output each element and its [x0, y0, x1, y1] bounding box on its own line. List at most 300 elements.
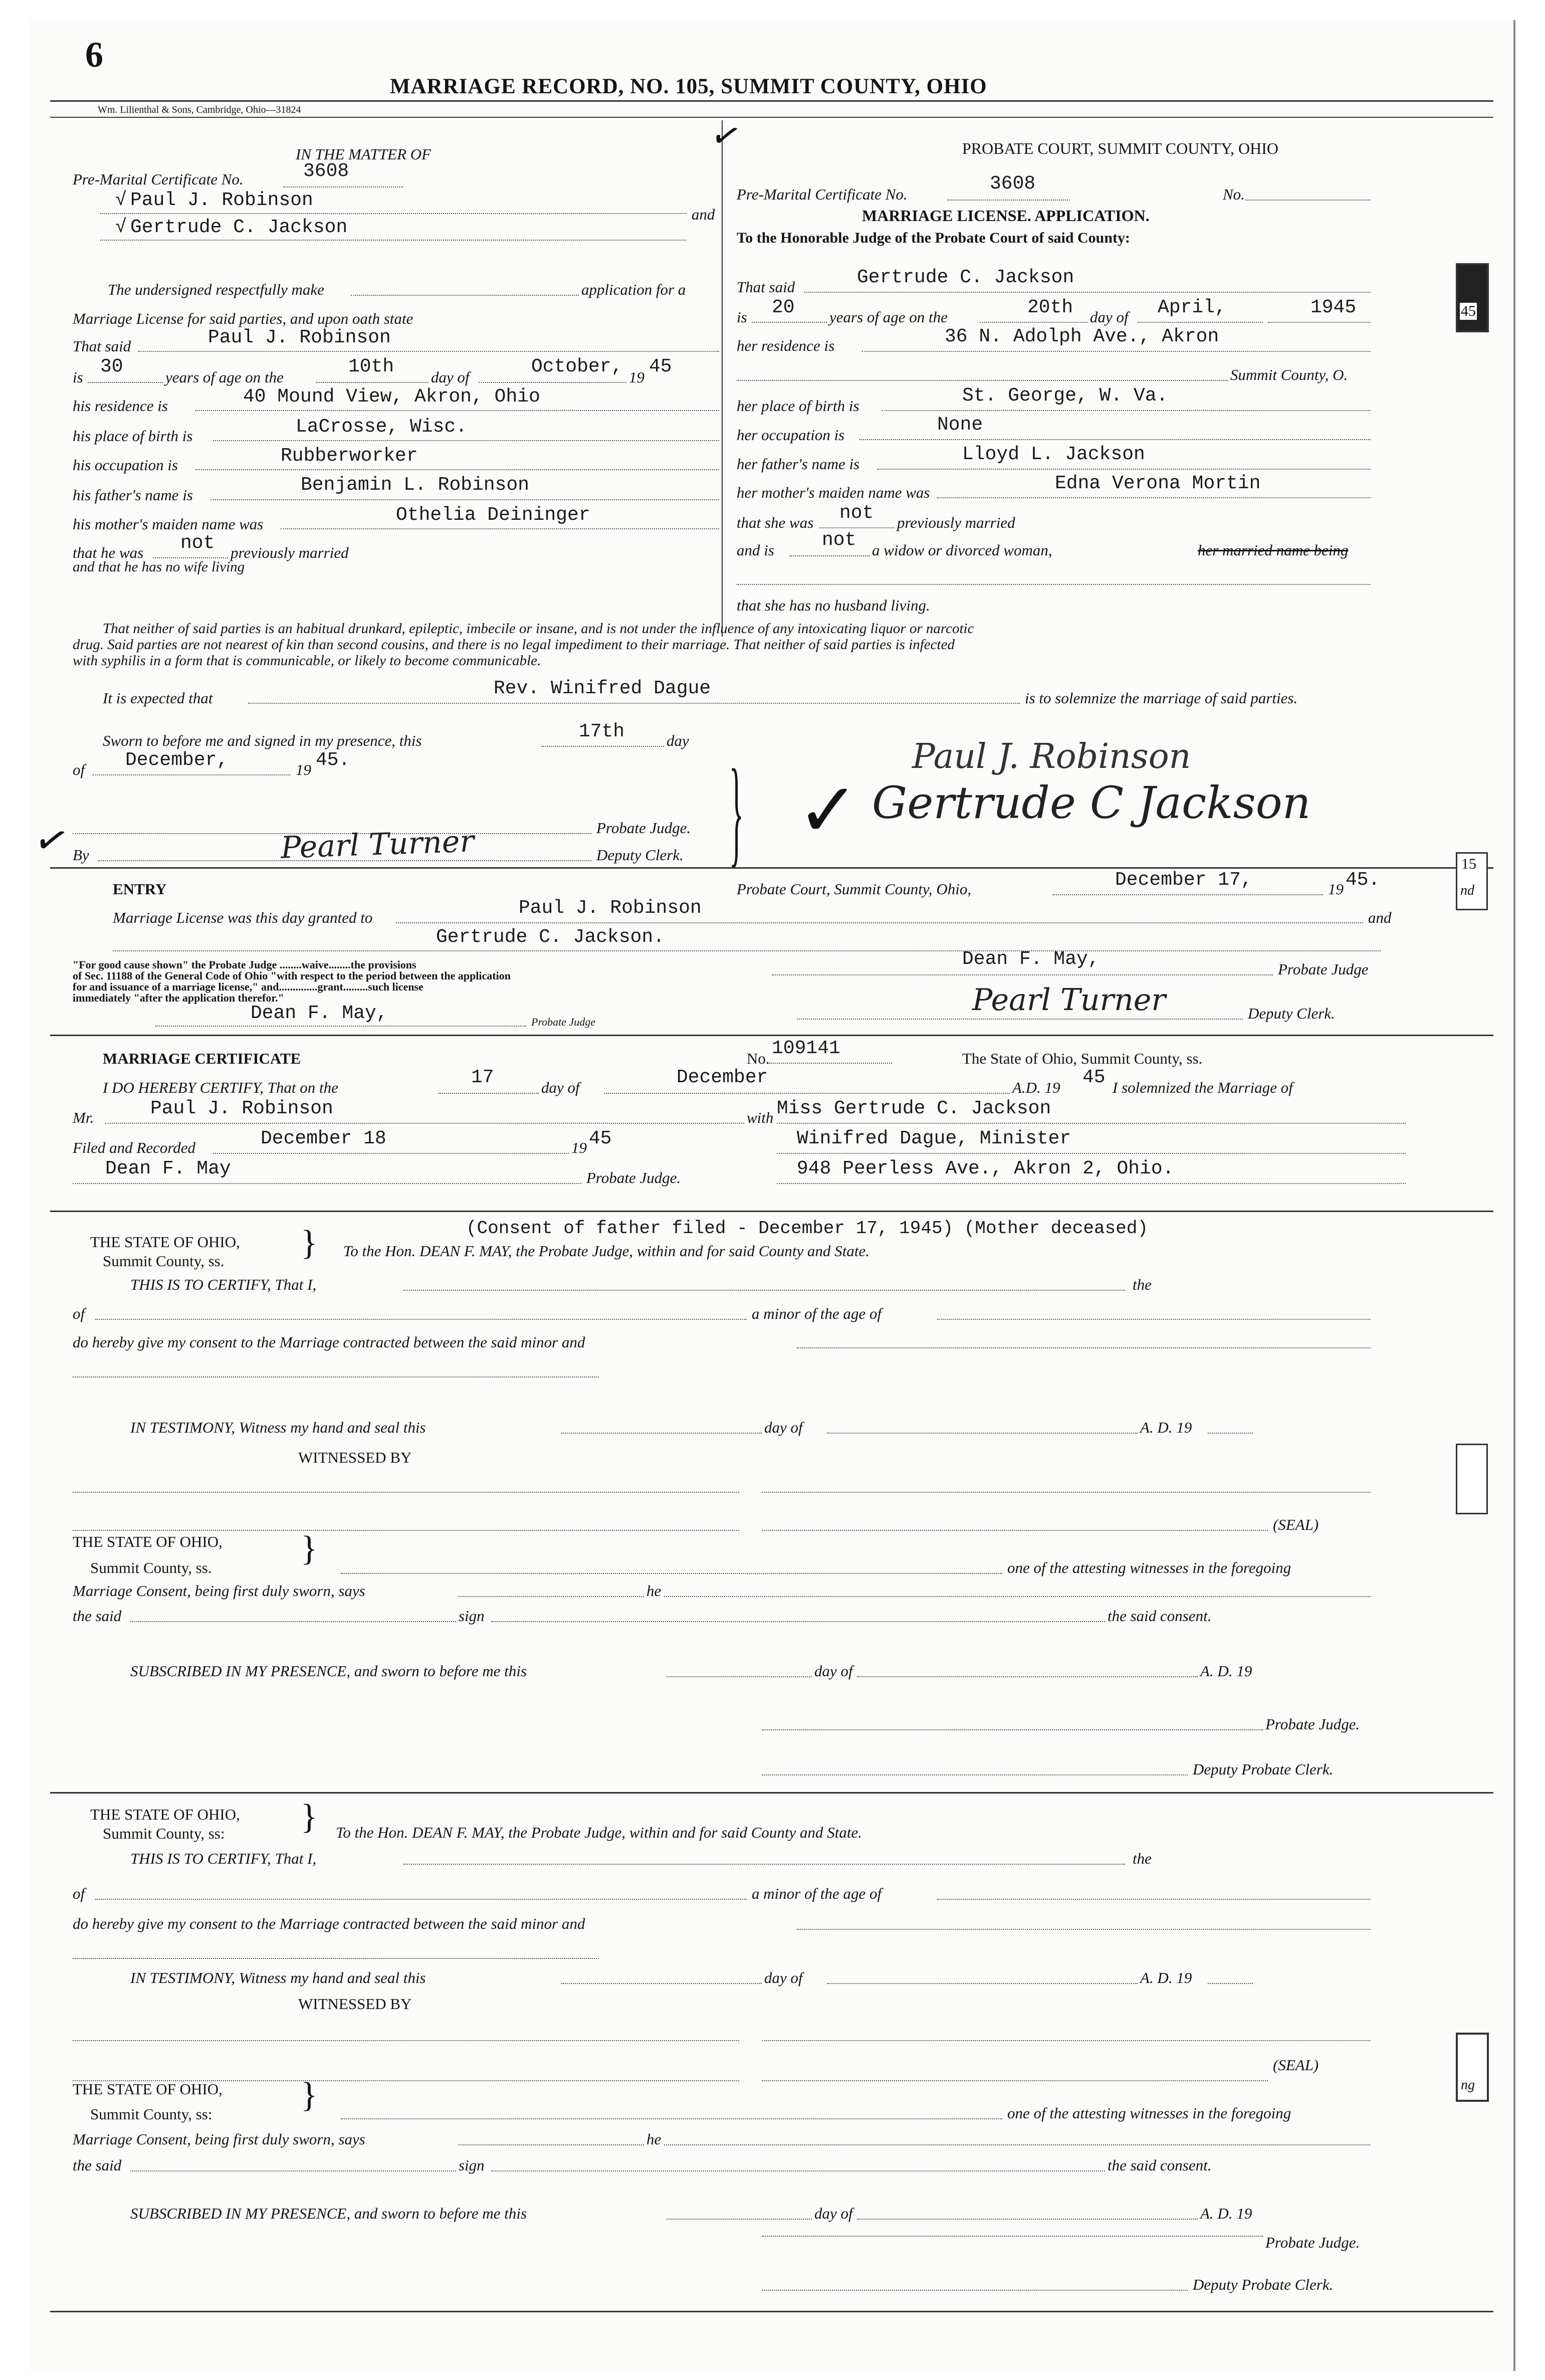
- bride-birthplace-line: [882, 410, 1371, 411]
- consent2-the-said: the said: [73, 2156, 122, 2174]
- certificate-solemnized: I solemnized the Marriage of: [1113, 1079, 1293, 1096]
- consent2-minor: a minor of the age of: [752, 1885, 882, 1902]
- consent1-sign: sign: [459, 1607, 485, 1625]
- consent2-county: Summit County, ss:: [103, 1825, 225, 1842]
- consent2-testimony: IN TESTIMONY, Witness my hand and seal this: [130, 1969, 426, 1987]
- consent1-typed-note: (Consent of father filed - December 17, 1945) (Mother deceased): [466, 1218, 1149, 1239]
- intro-line-1b: application for a: [581, 281, 686, 298]
- consent1-county-2: Summit County, ss.: [90, 1559, 212, 1576]
- groom-that-said: That said: [73, 337, 131, 355]
- certificate-filed-19: 19: [571, 1139, 587, 1156]
- entry-groom: Paul J. Robinson: [519, 897, 702, 919]
- consent2-certify-line: [403, 1864, 1125, 1865]
- clerk-signature-1: Pearl Turner: [280, 824, 475, 866]
- bride-that-said-name: Gertrude C. Jackson: [857, 267, 1074, 288]
- consent2-consent: do hereby give my consent to the Marriage contracted between the said minor and: [73, 1915, 585, 1932]
- certificate-day-of: day of: [541, 1079, 580, 1096]
- section-rule-entry: [50, 867, 1493, 869]
- expected-label: It is expected that: [103, 689, 213, 707]
- check-mark-3: ✓: [797, 767, 860, 854]
- bride-occupation-label: her occupation is: [737, 426, 845, 444]
- consent1-witnessed: WITNESSED BY: [298, 1449, 412, 1466]
- consent1-he: he: [646, 1582, 661, 1600]
- consent1-brace-2: }: [301, 1529, 318, 1568]
- certificate-state-line: The State of Ohio, Summit County, ss.: [962, 1050, 1203, 1067]
- summit-county-o: Summit County, O.: [1230, 366, 1348, 383]
- certificate-filed-label: Filed and Recorded: [73, 1139, 196, 1156]
- probate-judge-label: Probate Judge.: [596, 819, 691, 837]
- consent2-ad-line: [1208, 1983, 1253, 1984]
- groom-residence-line: [195, 410, 719, 411]
- bride-is: is: [737, 308, 747, 326]
- entry-clerk-line: [797, 1019, 1243, 1020]
- groom-occupation-line: [195, 469, 719, 470]
- consent1-witness-line-2: [762, 1492, 1371, 1493]
- groom-age-line: [88, 382, 163, 383]
- bride-occupation-line: [859, 439, 1371, 440]
- certificate-year: 45: [1082, 1067, 1106, 1088]
- matter-of: IN THE MATTER OF: [296, 145, 431, 163]
- bride-not-line: [819, 527, 895, 528]
- groom-mother: Othelia Deininger: [396, 504, 590, 526]
- deputy-clerk-label: Deputy Clerk.: [596, 846, 684, 864]
- consent2-seal: (SEAL): [1273, 2056, 1319, 2074]
- cause-2: of Sec. 11188 of the General Code of Ohio "with respect to the period between the application: [73, 969, 511, 982]
- consent1-sign-line: [491, 1621, 1105, 1622]
- consent2-county-2: Summit County, ss:: [90, 2105, 212, 2123]
- entry-heading: ENTRY: [113, 880, 167, 898]
- right-no-label: No.: [1223, 185, 1245, 203]
- right-premarital-no: 3608: [990, 173, 1036, 194]
- entry-year: 45.: [1346, 869, 1380, 891]
- consent1-witness-line-4: [762, 1530, 1268, 1531]
- and-label: and: [692, 206, 715, 223]
- bride-bday-line: [980, 322, 1087, 323]
- certificate-officiant-line: [777, 1153, 1406, 1154]
- court-header: PROBATE COURT, SUMMIT COUNTY, OHIO: [962, 139, 1279, 157]
- groom-bmonth: October,: [531, 356, 623, 377]
- consent1-certify: THIS IS TO CERTIFY, That I,: [130, 1276, 317, 1293]
- page-number: 6: [85, 35, 103, 75]
- consent2-the-said-consent: the said consent.: [1108, 2156, 1212, 2174]
- certificate-bride-line: [777, 1123, 1406, 1124]
- cause-4: immediately "after the application therefor.": [73, 991, 284, 1004]
- entry-judge-right: Dean F. May,: [962, 948, 1099, 970]
- entry-court-line: Probate Court, Summit County, Ohio,: [737, 880, 972, 898]
- entry-date: December 17,: [1115, 869, 1252, 891]
- entry-granted: Marriage License was this day granted to: [113, 909, 373, 926]
- header-rule-2: [50, 117, 1493, 118]
- sworn-label: Sworn to before me and signed in my presence, this: [103, 732, 422, 749]
- certificate-day-line: [438, 1093, 539, 1094]
- consent1-witness-line-1: [73, 1492, 739, 1493]
- bride-byear-line: [1268, 322, 1371, 323]
- consent2-minor-line: [937, 1899, 1371, 1900]
- sworn-day-line: [541, 746, 664, 747]
- consent2-subscribed-dayof: day of: [814, 2205, 853, 2222]
- groom-that-said-name: Paul J. Robinson: [208, 327, 391, 348]
- and-is-label: and is: [737, 541, 774, 559]
- bride-residence-line-2: [737, 380, 1228, 381]
- groom-that-said-line: [138, 351, 719, 352]
- to-judge: To the Honorable Judge of the Probate Court of said County:: [737, 230, 1131, 246]
- certificate-groom-line: [105, 1123, 744, 1124]
- bride-birthplace: St. George, W. Va.: [962, 385, 1168, 407]
- consent1-the-said-line: [130, 1621, 456, 1622]
- consent1-subscribed: SUBSCRIBED IN MY PRESENCE, and sworn to before me this: [130, 1662, 527, 1680]
- entry-judge-left: Dean F. May,: [251, 1003, 388, 1024]
- consent1-consent-line: [797, 1347, 1371, 1348]
- premarital-no: 3608: [303, 160, 349, 182]
- header-rule: [50, 100, 1493, 102]
- consent2-the: the: [1133, 1850, 1152, 1867]
- consent1-subscribed-dayof-line: [857, 1676, 1198, 1677]
- sworn-year: 45.: [316, 749, 350, 771]
- application-divider: [722, 120, 723, 637]
- consent2-subscribed-dayof-line: [857, 2219, 1198, 2220]
- index-tab-1-label: 45: [1461, 303, 1476, 319]
- certificate-no-label: No.: [747, 1050, 770, 1067]
- bride-day-of: day of: [1090, 308, 1129, 326]
- groom-day-of: day of: [431, 368, 470, 386]
- consent1-witness-line-3: [73, 1530, 739, 1531]
- oath-line-2: drug. Said parties are not nearest of kin than second cousins, and there is no legal impediment to their marriage. That neither of said parties is infected: [73, 637, 955, 653]
- entry-groom-line: [396, 922, 1363, 923]
- groom-father-line: [210, 499, 719, 500]
- consent1-consent: do hereby give my consent to the Marriage contracted between the said minor and: [73, 1333, 585, 1351]
- certificate-filed-line: [213, 1153, 569, 1154]
- entry-and: and: [1368, 909, 1392, 926]
- no-husband: that she has no husband living.: [737, 597, 930, 614]
- bride-previously: previously married: [897, 514, 1015, 531]
- certificate-month-line: [604, 1093, 1010, 1094]
- consent1-to-judge: To the Hon. DEAN F. MAY, the Probate Judge, within and for said County and State.: [343, 1242, 869, 1260]
- expected-tail: is to solemnize the marriage of said parties.: [1025, 689, 1298, 707]
- sworn-month-line: [93, 774, 291, 775]
- section-rule-consent-1: [50, 1211, 1493, 1212]
- consent1-day-of: day of: [764, 1419, 803, 1436]
- widow-text: a widow or divorced woman,: [872, 541, 1052, 559]
- groom-signature: Paul J. Robinson: [912, 737, 1191, 776]
- index-tab-2-label-a: 15: [1461, 856, 1476, 872]
- bride-bday: 20th: [1027, 297, 1073, 318]
- consent2-state: THE STATE OF OHIO,: [90, 1806, 240, 1823]
- consent1-testimony: IN TESTIMONY, Witness my hand and seal this: [130, 1419, 426, 1436]
- consent2-ad: A. D. 19: [1140, 1969, 1192, 1987]
- certificate-day: 17: [471, 1067, 494, 1088]
- record-title: MARRIAGE RECORD, NO. 105, SUMMIT COUNTY, OHIO: [390, 75, 987, 98]
- bride-name-check: √: [115, 217, 127, 238]
- right-premarital-line: [947, 200, 1070, 201]
- groom-father-label: his father's name is: [73, 486, 193, 504]
- groom-bmonth-line: [479, 382, 626, 383]
- groom-residence-label: his residence is: [73, 397, 168, 415]
- consent2-subscribed-ad: A. D. 19: [1200, 2205, 1252, 2222]
- groom-name-line: [100, 213, 687, 214]
- license-heading: MARRIAGE LICENSE. APPLICATION.: [862, 207, 1150, 225]
- certificate-probate-judge: Probate Judge.: [586, 1169, 681, 1186]
- consent2-deputy-line: [762, 2290, 1188, 2291]
- entry-deputy-clerk: Deputy Clerk.: [1248, 1005, 1335, 1022]
- consent1-minor-line: [937, 1319, 1371, 1320]
- consent2-he: he: [646, 2130, 661, 2148]
- entry-date-line: [1052, 894, 1323, 895]
- consent2-attesting: one of the attesting witnesses in the foregoing: [1007, 2104, 1291, 2122]
- consent1-dayof-line: [827, 1433, 1138, 1434]
- section-rule-consent-2: [50, 1792, 1493, 1794]
- consent1-the-said-consent: the said consent.: [1108, 1607, 1212, 1625]
- groom-residence: 40 Mound View, Akron, Ohio: [243, 386, 540, 408]
- consent2-dayof-line: [827, 1983, 1138, 1984]
- bride-bmonth-line: [1138, 322, 1263, 323]
- officiant: Rev. Winifred Dague: [494, 678, 711, 699]
- cause-1: "For good cause shown" the Probate Judge ........waive........the provisions: [73, 958, 416, 971]
- index-tab-2: [1456, 852, 1488, 910]
- consent2-of: of: [73, 1885, 85, 1902]
- check-mark-2: ✓: [30, 813, 74, 868]
- certificate-ad: A.D. 19: [1012, 1079, 1060, 1096]
- certificate-address-line: [777, 1183, 1406, 1184]
- certificate-officiant: Winifred Dague, Minister: [797, 1128, 1071, 1149]
- bride-byear: 1945: [1310, 297, 1357, 318]
- consent1-deputy: Deputy Probate Clerk.: [1193, 1760, 1334, 1778]
- entry-19: 19: [1328, 880, 1344, 898]
- widow-line-2: [737, 584, 1371, 585]
- cause-3: for and issuance of a marriage license," and..............grant.........such license: [73, 980, 423, 993]
- clerk-signature-2: Pearl Turner: [972, 982, 1166, 1018]
- certificate-with: with: [747, 1109, 774, 1126]
- consent1-county: Summit County, ss.: [103, 1252, 225, 1270]
- groom-father: Benjamin L. Robinson: [301, 474, 530, 496]
- bride-name-line: [100, 240, 687, 241]
- consent2-witness-line-1: [73, 2040, 739, 2041]
- index-tab-2-label-b: nd: [1460, 883, 1474, 898]
- groom-birthplace-line: [213, 440, 719, 441]
- index-tab-4-label: ng: [1461, 2077, 1475, 2093]
- consent2-consent-line: [797, 1929, 1371, 1930]
- groom-byear: 45: [649, 356, 672, 377]
- certificate-groom: Paul J. Robinson: [150, 1098, 333, 1119]
- consent2-subscribed: SUBSCRIBED IN MY PRESENCE, and sworn to before me this: [130, 2205, 527, 2222]
- consent1-judge-line: [762, 1729, 1263, 1730]
- consent2-testimony-line: [561, 1983, 762, 1984]
- consent2-witness-line-4: [762, 2080, 1268, 2081]
- consent1-of: of: [73, 1305, 85, 1322]
- certificate-address: 948 Peerless Ave., Akron 2, Ohio.: [797, 1158, 1174, 1179]
- certificate-certify: I DO HEREBY CERTIFY, That on the: [103, 1079, 338, 1096]
- bride-that-said: That said: [737, 278, 795, 296]
- entry-probate-judge-small: Probate Judge: [531, 1016, 596, 1028]
- consent1-the: the: [1133, 1276, 1152, 1293]
- consent2-consent-line-2: [73, 1958, 599, 1959]
- consent2-witness-line-2: [762, 2040, 1371, 2041]
- consent2-witnessed: WITNESSED BY: [298, 1995, 412, 2013]
- record-page: [30, 20, 1515, 2371]
- sworn-19: 19: [296, 761, 311, 778]
- intro-leader: [351, 295, 579, 296]
- consent2-brace: }: [301, 1798, 318, 1836]
- consent1-minor: a minor of the age of: [752, 1305, 882, 1322]
- consent1-ad: A. D. 19: [1140, 1419, 1192, 1436]
- entry-judge-left-line: [155, 1026, 526, 1027]
- bride-residence-line: [862, 351, 1371, 352]
- oath-line-1: That neither of said parties is an habitual drunkard, epileptic, imbecile or insane, and is not under the influence of any intoxicating liquor or narcotic: [103, 621, 974, 637]
- groom-bday-line: [316, 382, 428, 383]
- right-premarital-label: Pre-Marital Certificate No.: [737, 185, 908, 203]
- consent1-testimony-line: [561, 1433, 762, 1434]
- consent1-he-line: [664, 1596, 1371, 1597]
- bride-birthplace-label: her place of birth is: [737, 397, 859, 415]
- entry-bride: Gertrude C. Jackson.: [436, 926, 665, 948]
- bride-years-label: years of age on the: [829, 308, 948, 326]
- bride-mother-line: [937, 497, 1371, 498]
- consent1-sworn-says: Marriage Consent, being first duly sworn, says: [73, 1582, 365, 1600]
- consent2-probate-judge: Probate Judge.: [1265, 2234, 1360, 2251]
- consent1-attesting-line: [341, 1573, 1002, 1574]
- consent2-day-of: day of: [764, 1969, 803, 1987]
- that-she-was-label: that she was: [737, 514, 814, 531]
- index-tab-3: [1456, 1444, 1488, 1514]
- bride-name: Gertrude C. Jackson: [130, 217, 348, 238]
- bride-age: 20: [772, 297, 795, 318]
- groom-age: 30: [100, 356, 123, 377]
- groom-occupation: Rubberworker: [281, 445, 418, 467]
- bride-mother: Edna Verona Mortin: [1055, 473, 1261, 494]
- certificate-filed-date: December 18: [261, 1128, 386, 1149]
- consent1-brace: }: [301, 1224, 318, 1262]
- bride-not-2: not: [822, 529, 856, 551]
- check-mark: ✓: [707, 112, 746, 160]
- sworn-day: 17th: [579, 721, 625, 742]
- right-no-line: [1245, 200, 1371, 201]
- certificate-mr: Mr.: [73, 1109, 94, 1126]
- certificate-filed-year: 45: [589, 1128, 612, 1149]
- bride-residence: 36 N. Adolph Ave., Akron: [945, 326, 1219, 347]
- consent1-state-2: THE STATE OF OHIO,: [73, 1533, 223, 1550]
- groom-years-label: years of age on the: [165, 368, 284, 386]
- consent2-to-judge: To the Hon. DEAN F. MAY, the Probate Judge, within and for said County and State.: [336, 1824, 862, 1841]
- index-tab-4: [1456, 2033, 1489, 2102]
- no-wife: and that he has no wife living: [73, 559, 245, 575]
- consent1-sworn-line: [459, 1596, 644, 1597]
- consent1-deputy-line: [762, 1774, 1188, 1775]
- consent2-subscribed-line: [667, 2219, 812, 2220]
- entry-judge-right-line: [772, 974, 1273, 975]
- consent1-attesting: one of the attesting witnesses in the foregoing: [1007, 1559, 1291, 1576]
- bottom-rule: [50, 2311, 1493, 2312]
- certificate-judge-line: [73, 1183, 581, 1184]
- consent1-subscribed-ad: A. D. 19: [1200, 1662, 1252, 1680]
- entry-probate-judge: Probate Judge: [1278, 960, 1369, 978]
- entry-bride-line: [113, 950, 1381, 951]
- bride-signature: Gertrude C Jackson: [872, 777, 1311, 829]
- groom-is: is: [73, 368, 83, 386]
- groom-birthplace-label: his place of birth is: [73, 427, 193, 445]
- bride-father: Lloyd L. Jackson: [962, 444, 1145, 465]
- certificate-judge: Dean F. May: [105, 1158, 231, 1179]
- printer-imprint: Wm. Lilienthal & Sons, Cambridge, Ohio—31824: [98, 104, 301, 115]
- by-label: By: [73, 846, 89, 864]
- groom-previously: previously married: [231, 544, 349, 561]
- bride-not: not: [839, 502, 874, 524]
- consent2-he-line: [664, 2144, 1371, 2145]
- bride-residence-label: her residence is: [737, 337, 835, 354]
- consent2-sworn-says: Marriage Consent, being first duly sworn, says: [73, 2130, 365, 2148]
- consent1-of-line: [95, 1319, 747, 1320]
- certificate-no-line: [769, 1063, 892, 1064]
- consent1-state: THE STATE OF OHIO,: [90, 1233, 240, 1251]
- consent2-the-said-line: [130, 2170, 456, 2171]
- consent2-sign: sign: [459, 2156, 485, 2174]
- consent2-judge-line: [762, 2236, 1263, 2237]
- sworn-of: of: [73, 761, 85, 778]
- that-he-was-label: that he was: [73, 544, 144, 561]
- groom-name: Paul J. Robinson: [130, 189, 313, 211]
- consent1-ad-line: [1208, 1433, 1253, 1434]
- consent2-state-2: THE STATE OF OHIO,: [73, 2080, 223, 2098]
- consent2-sign-line: [491, 2170, 1105, 2171]
- officiant-line: [248, 703, 1020, 704]
- section-rule-certificate: [50, 1035, 1493, 1036]
- bride-father-line: [877, 469, 1371, 470]
- bride-age-line: [752, 322, 827, 323]
- groom-19: 19: [629, 368, 644, 386]
- groom-mother-label: his mother's maiden name was: [73, 515, 264, 533]
- groom-not-line: [153, 557, 228, 558]
- consent1-consent-line-2: [73, 1376, 599, 1377]
- bride-bmonth: April,: [1158, 297, 1226, 318]
- groom-name-check: √: [115, 189, 127, 211]
- intro-line-2: Marriage License for said parties, and upon oath state: [73, 310, 413, 327]
- signature-brace: }: [729, 744, 744, 878]
- groom-mother-line: [281, 528, 719, 529]
- consent2-deputy: Deputy Probate Clerk.: [1193, 2276, 1334, 2293]
- intro-line-1a: The undersigned respectfully make: [108, 281, 324, 298]
- bride-occupation: None: [937, 414, 983, 436]
- premarital-leader: [283, 186, 403, 187]
- index-tab-1: [1456, 263, 1489, 332]
- widow-struck: her married name being: [1198, 541, 1349, 559]
- certificate-heading: MARRIAGE CERTIFICATE: [103, 1050, 301, 1067]
- consent2-brace-2: }: [301, 2076, 318, 2114]
- consent1-probate-judge: Probate Judge.: [1265, 1715, 1360, 1733]
- consent1-the-said: the said: [73, 1607, 122, 1625]
- certificate-bride: Miss Gertrude C. Jackson: [777, 1098, 1051, 1119]
- certificate-number: 109141: [772, 1038, 840, 1059]
- consent2-of-line: [95, 1899, 747, 1900]
- groom-occupation-label: his occupation is: [73, 456, 178, 474]
- bride-father-label: her father's name is: [737, 455, 860, 473]
- consent2-sworn-line: [459, 2144, 644, 2145]
- oath-line-3: with syphilis in a form that is communicable, or likely to become communicable.: [73, 653, 541, 669]
- groom-bday: 10th: [348, 356, 394, 377]
- groom-not: not: [180, 532, 215, 554]
- bride-that-said-line: [804, 292, 1371, 293]
- sworn-month: December,: [125, 749, 229, 771]
- consent1-certify-line: [403, 1290, 1125, 1291]
- consent2-certify: THIS IS TO CERTIFY, That I,: [130, 1850, 317, 1867]
- consent1-subscribed-line: [667, 1676, 812, 1677]
- groom-birthplace: LaCrosse, Wisc.: [296, 416, 468, 438]
- premarital-label: Pre-Marital Certificate No.: [73, 170, 244, 188]
- consent1-subscribed-dayof: day of: [814, 1662, 853, 1680]
- bride-mother-label: her mother's maiden name was: [737, 484, 930, 501]
- bride-not2-line: [789, 555, 869, 556]
- consent2-attesting-line: [341, 2118, 1002, 2119]
- sworn-day-of: day: [667, 732, 689, 749]
- consent1-seal: (SEAL): [1273, 1516, 1319, 1533]
- certificate-month: December: [677, 1067, 768, 1088]
